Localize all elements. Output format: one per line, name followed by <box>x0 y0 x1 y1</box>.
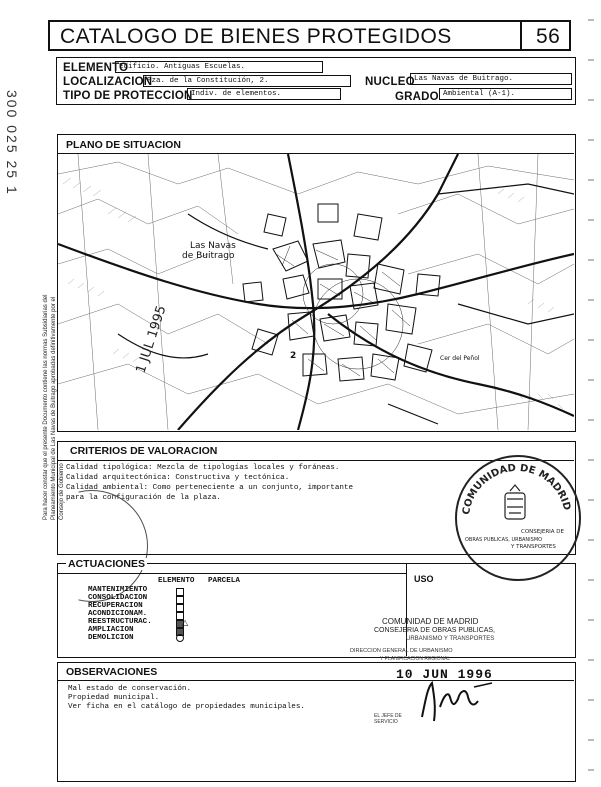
town-label-2: de Buitrago <box>182 251 235 261</box>
grado-field: Ambiental (A-1). <box>439 88 572 100</box>
header-box <box>48 20 571 51</box>
page-title: CATALOGO DE BIENES PROTEGIDOS <box>60 25 452 48</box>
seal-inner-2: OBRAS PUBLICAS, URBANISMO <box>465 537 543 543</box>
observacion-line-2: Propiedad municipal. <box>68 694 160 702</box>
approval-date-stamp: 10 JUN 1996 <box>396 667 493 682</box>
uso-label: USO <box>414 574 434 584</box>
margin-stamp-number: 300 025 25 1 <box>4 90 20 196</box>
col-parcela-header: PARCELA <box>208 577 240 585</box>
header-divider <box>520 22 522 49</box>
map-date-stamp: 1 JUL 1995 <box>133 303 170 376</box>
road-label: Cer del Peñol <box>440 355 480 362</box>
signature-icon <box>414 677 504 727</box>
plano-box <box>57 134 576 432</box>
elemento-label: ELEMENTO <box>63 62 129 74</box>
grado-label: GRADO <box>395 91 439 103</box>
approval-stamp-line-2: CONSEJERIA DE OBRAS PUBLICAS, <box>374 627 495 634</box>
tipo-label: TIPO DE PROTECCION <box>63 90 193 102</box>
checkbox-mantenimiento[interactable] <box>176 588 184 596</box>
map-number-label: 2 <box>290 351 297 361</box>
nucleo-field: Las Navas de Buitrago. <box>410 73 572 85</box>
actuacion-item: AMPLIACION <box>88 626 134 634</box>
actuaciones-box <box>57 558 576 658</box>
approval-stamp-line-4: DIRECCION GENERAL DE URBANISMO <box>350 648 453 654</box>
right-edge-perforation <box>580 0 601 787</box>
tipo-field: Indiv. de elementos. <box>187 88 341 100</box>
crest-icon <box>505 485 525 519</box>
observacion-line-3: Ver ficha en el catálogo de propiedades municipales. <box>68 703 305 711</box>
actuacion-item: REESTRUCTURAC. <box>88 618 152 626</box>
actuacion-item: CONSOLIDACION <box>88 594 148 602</box>
approval-stamp-line-3: URBANISMO Y TRANSPORTES <box>406 636 495 642</box>
actuacion-item: RECUPERACION <box>88 602 143 610</box>
nucleo-label: NUCLEO <box>365 76 415 88</box>
localizacion-field: Pza. de la Constitución, 2. <box>143 75 351 87</box>
seal-outer-text: COMUNIDAD DE MADRID <box>461 462 573 516</box>
criterio-line-4: para la configuración de la plaza. <box>66 494 221 502</box>
criterio-line-3: Calidad ambiental: Como perteneciente a un conjunto, importante <box>66 484 354 492</box>
identification-box <box>56 57 576 105</box>
town-label-1: Las Navas <box>190 241 236 251</box>
actuaciones-rule <box>58 573 406 574</box>
criterio-line-2: Calidad arquitectónica: Constructiva y tectónica. <box>66 474 290 482</box>
plano-title: PLANO DE SITUACION <box>66 139 181 151</box>
demolicion-circle-icon[interactable] <box>176 634 184 642</box>
location-map <box>58 154 574 430</box>
actuacion-item: MANTENIMIENTO <box>88 586 148 594</box>
observacion-line-1: Mal estado de conservación. <box>68 685 192 693</box>
criterio-line-1: Calidad tipológica: Mezcla de tipologías locales y foráneas. <box>66 464 340 472</box>
seal-inner-3: Y TRANSPORTES <box>511 544 556 550</box>
elemento-field: Edificio. Antiguas Escuelas. <box>115 61 323 73</box>
margin-vertical-note: Para hacer constar que el presente Documento contiene las normas Subsidiarias del Planeamiento Municipal de Las Navas de Buitrago aprobadas definitivamente por el Consejo de Gobierno <box>43 294 65 520</box>
checkbox-consolidacion[interactable] <box>176 596 184 604</box>
observaciones-title: OBSERVACIONES <box>66 666 158 678</box>
criterios-title: CRITERIOS DE VALORACION <box>70 445 218 457</box>
approval-stamp-line-5: Y PLANIFICACION REGIONAL <box>380 656 451 662</box>
actuaciones-title: ACTUACIONES <box>68 558 146 570</box>
seal-inner-1: CONSEJERIA DE <box>521 529 565 535</box>
triangle-icon: △ <box>182 618 189 627</box>
sign-label: EL JEFE DE SERVICIO <box>374 713 402 725</box>
col-elemento-header: ELEMENTO <box>158 577 195 585</box>
actuacion-item: DEMOLICION <box>88 634 134 642</box>
approval-stamp-line-1: COMUNIDAD DE MADRID <box>382 617 479 626</box>
checkbox-recuperacion[interactable] <box>176 604 184 612</box>
localizacion-label: LOCALIZACION <box>63 76 153 88</box>
page-number: 56 <box>536 25 561 48</box>
actuaciones-divider <box>406 564 407 656</box>
actuacion-item: ACONDICIONAM. <box>88 610 148 618</box>
observaciones-box <box>57 662 576 782</box>
